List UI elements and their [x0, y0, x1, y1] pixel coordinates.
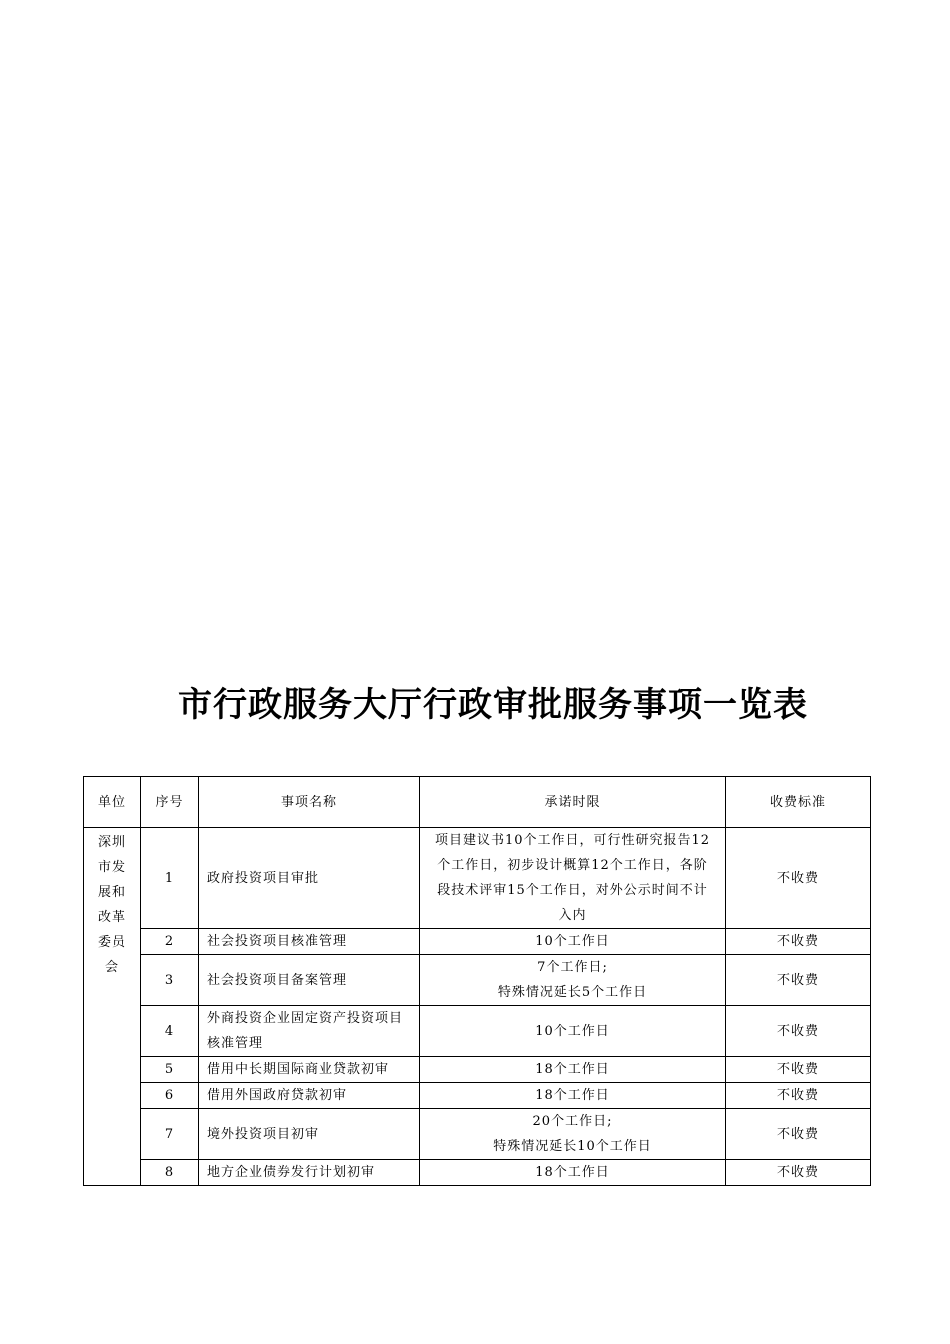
- table-row: [84, 1006, 871, 1057]
- row-name: 借用外国政府贷款初审: [199, 1083, 420, 1109]
- time-line: 特殊情况延长5个工作日: [497, 985, 648, 1000]
- row-time: [420, 1109, 726, 1160]
- time-line: 特殊情况延长10个工作日: [493, 1139, 652, 1154]
- header-time: 承诺时限: [420, 777, 726, 828]
- row-no: 2: [141, 929, 199, 955]
- row-time: [420, 1006, 726, 1057]
- page-title: 市行政服务大厅行政审批服务事项一览表: [178, 685, 808, 725]
- row-no: 1: [141, 828, 199, 929]
- table-row: [84, 1109, 871, 1160]
- row-fee: 不收费: [726, 828, 871, 929]
- header-name: 事项名称: [199, 777, 420, 828]
- row-no: 8: [141, 1160, 199, 1186]
- row-name: 政府投资项目审批: [199, 828, 420, 929]
- row-no: 4: [141, 1006, 199, 1057]
- row-name: 境外投资项目初审: [199, 1109, 420, 1160]
- unit-name: 深圳市发展和改革委员会: [97, 835, 126, 975]
- table-row: [84, 1057, 871, 1083]
- row-fee: 不收费: [726, 1006, 871, 1057]
- time-line: 18个工作日: [535, 1165, 610, 1180]
- table-header-row: [84, 777, 871, 828]
- row-no: 6: [141, 1083, 199, 1109]
- time-line: 10个工作日: [535, 934, 610, 949]
- row-time: [420, 1083, 726, 1109]
- row-fee: 不收费: [726, 955, 871, 1006]
- table-row: [84, 1160, 871, 1186]
- table-row: [84, 929, 871, 955]
- services-table: [83, 776, 871, 1186]
- row-name: 地方企业债券发行计划初审: [199, 1160, 420, 1186]
- time-line: 个工作日，初步设计概算12个工作日，各阶: [437, 858, 708, 873]
- time-line: 7个工作日;: [537, 960, 608, 975]
- row-no: 3: [141, 955, 199, 1006]
- row-fee: 不收费: [726, 1109, 871, 1160]
- row-time: [420, 955, 726, 1006]
- row-name: 社会投资项目核准管理: [199, 929, 420, 955]
- time-line: 18个工作日: [535, 1062, 610, 1077]
- table-row: [84, 828, 871, 929]
- row-fee: 不收费: [726, 1083, 871, 1109]
- row-time: [420, 1160, 726, 1186]
- header-unit: 单位: [84, 777, 141, 828]
- row-name: 外商投资企业固定资产投资项目核准管理: [199, 1006, 420, 1057]
- row-name: 借用中长期国际商业贷款初审: [199, 1057, 420, 1083]
- table-row: [84, 1083, 871, 1109]
- row-name: 社会投资项目备案管理: [199, 955, 420, 1006]
- time-line: 20个工作日;: [532, 1114, 613, 1129]
- time-line: 10个工作日: [535, 1023, 610, 1039]
- row-no: 7: [141, 1109, 199, 1160]
- row-time: [420, 1057, 726, 1083]
- time-line: 入内: [558, 908, 587, 923]
- header-fee: 收费标准: [726, 777, 871, 828]
- row-fee: 不收费: [726, 929, 871, 955]
- row-time: [420, 828, 726, 929]
- row-fee: 不收费: [726, 1160, 871, 1186]
- time-line: 段技术评审15个工作日，对外公示时间不计: [437, 883, 708, 898]
- header-no: 序号: [141, 777, 199, 828]
- time-line: 项目建议书10个工作日，可行性研究报告12: [434, 833, 711, 848]
- row-no: 5: [141, 1057, 199, 1083]
- unit-cell: [84, 828, 141, 1186]
- time-line: 18个工作日: [535, 1088, 610, 1103]
- row-time: [420, 929, 726, 955]
- row-fee: 不收费: [726, 1057, 871, 1083]
- table-row: [84, 955, 871, 1006]
